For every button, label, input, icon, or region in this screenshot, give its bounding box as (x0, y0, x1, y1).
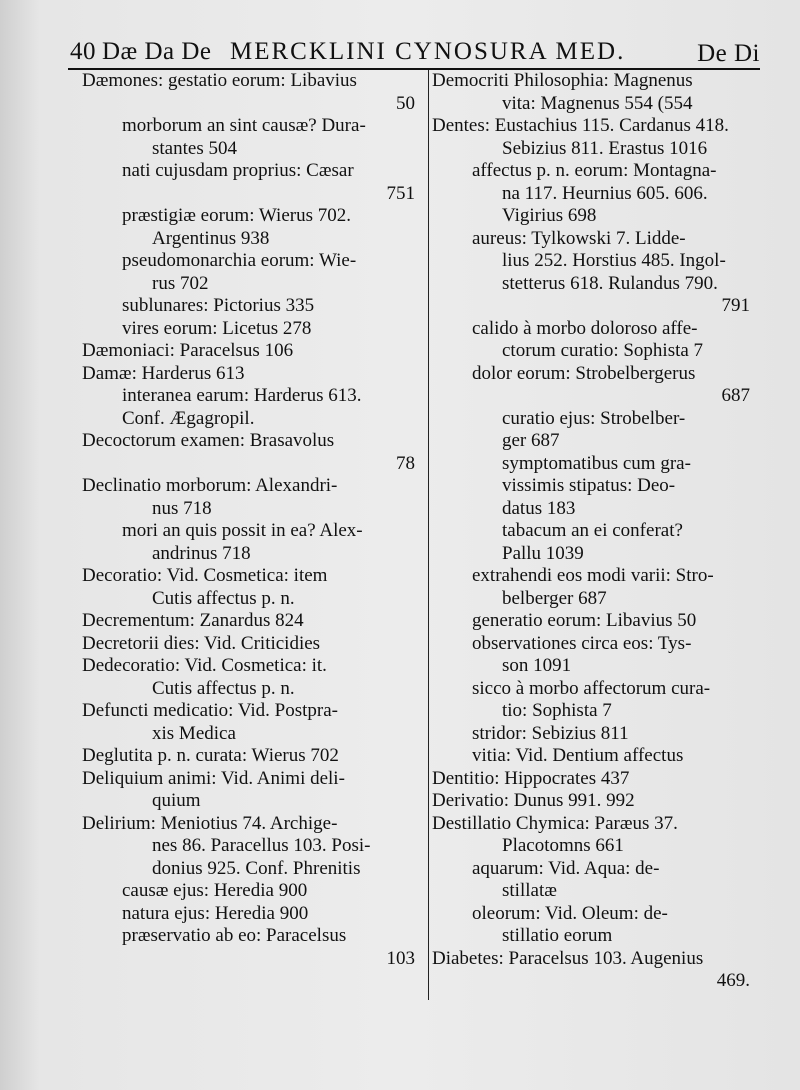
index-line: Damæ: Harderus 613 (82, 362, 245, 384)
index-line: Dentes: Eustachius 115. Cardanus 418. (432, 115, 729, 136)
index-line: ger 687 (502, 430, 560, 451)
running-header (70, 34, 760, 68)
index-line: stridor: Sebizius 811 (472, 722, 629, 744)
index-line: sublunares: Pictorius 335 (122, 295, 315, 316)
page-title: MERCKLINI CYNOSURA MED. (230, 38, 626, 65)
index-line: Diabetes: Paracelsus 103. Augenius (432, 947, 704, 969)
index-line: extrahendi eos modi varii: Stro- (472, 565, 714, 586)
index-line: nes 86. Paracellus 103. Posi- (152, 835, 371, 856)
header-right-catchword: De Di (697, 40, 760, 67)
index-line: datus 183 (502, 497, 576, 519)
index-line: calido à morbo doloroso affe- (472, 317, 698, 339)
column-divider (428, 70, 429, 1000)
index-line: stillatæ (502, 880, 557, 901)
index-line: son 1091 (502, 655, 572, 676)
index-line: Cutis affectus p. n. (152, 587, 295, 609)
left-column (82, 70, 427, 970)
header-left-catchword: Dæ Da De (102, 38, 212, 65)
index-line: 751 (386, 182, 415, 204)
index-line: Destillatio Chymica: Paræus 37. (432, 812, 678, 834)
index-line: 687 (721, 385, 750, 406)
index-line: Decretorii dies: Vid. Criticidies (82, 632, 321, 654)
index-line: Decoratio: Vid. Cosmetica: item (82, 565, 328, 586)
index-line: præstigiæ eorum: Wierus 702. (122, 205, 351, 226)
index-line: vitia: Vid. Dentium affectus (472, 745, 684, 766)
index-line: observationes circa eos: Tys- (472, 632, 692, 654)
index-line: lius 252. Horstius 485. Ingol- (502, 250, 726, 271)
index-line: Placotomns 661 (502, 835, 624, 856)
index-line: aureus: Tylkowski 7. Lidde- (472, 227, 686, 249)
index-line: natura ejus: Heredia 900 (122, 902, 309, 924)
index-line: Defuncti medicatio: Vid. Postpra- (82, 700, 339, 721)
right-column (432, 70, 762, 993)
index-line: interanea earum: Harderus 613. (122, 385, 362, 406)
index-line: tabacum an ei conferat? (502, 520, 683, 541)
index-line: stillatio eorum (502, 925, 613, 946)
index-line: oleorum: Vid. Oleum: de- (472, 902, 668, 924)
index-line: ctorum curatio: Sophista 7 (502, 340, 704, 361)
index-line: vita: Magnenus 554 (554 (502, 92, 693, 114)
index-line: Derivatio: Dunus 991. 992 (432, 790, 635, 811)
index-line: Decrementum: Zanardus 824 (82, 610, 304, 631)
index-line: Deliquium animi: Vid. Animi deli- (82, 767, 345, 789)
index-line: aquarum: Vid. Aqua: de- (472, 857, 660, 879)
index-line: quium (152, 790, 201, 811)
index-line: 469. (716, 970, 750, 991)
index-line: rus 702 (152, 272, 209, 294)
page-number: 40 (70, 38, 96, 65)
index-line: Dæmones: gestatio eorum: Libavius (82, 70, 357, 91)
index-line: generatio eorum: Libavius 50 (472, 610, 697, 631)
index-line: Vigirius 698 (502, 205, 597, 226)
index-line: morborum an sint causæ? Dura- (122, 115, 366, 136)
index-line: donius 925. Conf. Phrenitis (152, 857, 361, 879)
index-line: causæ ejus: Heredia 900 (122, 880, 308, 901)
index-line: Dedecoratio: Vid. Cosmetica: it. (82, 655, 327, 676)
index-line: Cutis affectus p. n. (152, 677, 295, 699)
index-line: affectus p. n. eorum: Montagna- (472, 160, 717, 181)
index-line: nus 718 (152, 497, 212, 519)
index-line: belberger 687 (502, 587, 607, 609)
index-line: tio: Sophista 7 (502, 700, 612, 721)
index-line: Declinatio morborum: Alexandri- (82, 475, 338, 496)
index-line: Decoctorum examen: Brasavolus (82, 430, 335, 451)
index-line: Dentitio: Hippocrates 437 (432, 767, 630, 789)
index-line: symptomatibus cum gra- (502, 452, 691, 474)
index-line: Pallu 1039 (502, 542, 584, 564)
index-line: Democriti Philosophia: Magnenus (432, 70, 693, 91)
index-line: Sebizius 811. Erastus 1016 (502, 137, 708, 159)
index-line: xis Medica (152, 722, 236, 744)
index-line: 78 (396, 452, 415, 474)
index-line: na 117. Heurnius 605. 606. (502, 182, 708, 204)
index-line: dolor eorum: Strobelbergerus (472, 362, 696, 384)
index-line: vissimis stipatus: Deo- (502, 475, 676, 496)
index-line: præservatio ab eo: Paracelsus (122, 925, 347, 946)
index-line: curatio ejus: Strobelber- (502, 407, 686, 429)
index-line: andrinus 718 (152, 542, 251, 564)
index-line: 103 (386, 947, 415, 969)
index-line: sicco à morbo affectorum cura- (472, 677, 711, 699)
index-line: stantes 504 (152, 137, 237, 159)
index-line: Dæmoniaci: Paracelsus 106 (82, 340, 294, 361)
index-line: nati cujusdam proprius: Cæsar (122, 160, 354, 181)
index-line: stetterus 618. Rulandus 790. (502, 272, 718, 294)
index-line: pseudomonarchia eorum: Wie- (122, 250, 357, 271)
index-line: 50 (396, 92, 415, 114)
index-line: Delirium: Meniotius 74. Archige- (82, 812, 338, 834)
index-line: mori an quis possit in ea? Alex- (122, 520, 363, 541)
index-line: vires eorum: Licetus 278 (122, 317, 312, 339)
index-line: Deglutita p. n. curata: Wierus 702 (82, 745, 339, 766)
index-line: Conf. Ægagropil. (122, 407, 255, 429)
index-line: Argentinus 938 (152, 227, 270, 249)
index-line: 791 (721, 295, 750, 316)
